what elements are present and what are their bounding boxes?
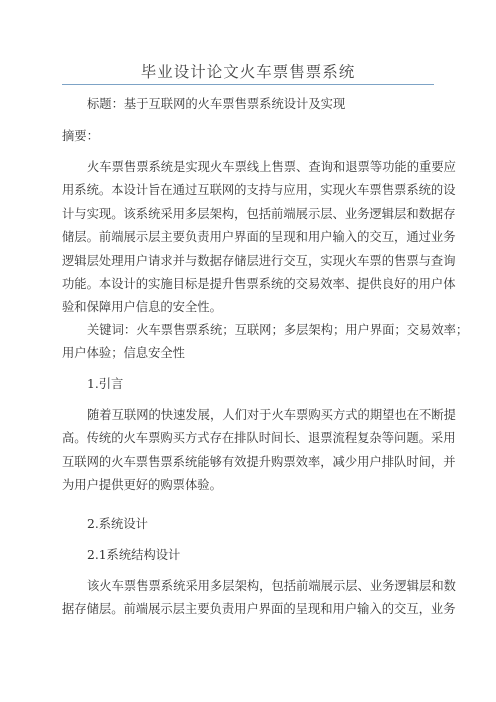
introduction-line: 为用户提供更好的购票体验。 [62, 478, 222, 493]
introduction-line: 高。传统的火车票购买方式存在排队时间长、退票流程复杂等问题。采用 [62, 431, 456, 446]
abstract-line: 用系统。本设计旨在通过互联网的支持与应用，实现火车票售票系统的设 [62, 183, 456, 198]
introduction-line: 随着互联网的快速发展，人们对于火车票购买方式的期望也在不断提 [87, 408, 456, 422]
keywords-paragraph [62, 319, 469, 366]
section-heading-system-design: 2.系统设计 [87, 517, 148, 531]
abstract-line: 功能。本设计的实施目标是提升售票系统的交易效率、提供良好的用户体 [62, 277, 456, 292]
introduction-line: 互联网的火车票售票系统能够有效提升购票效率，减少用户排队时间，并 [62, 454, 456, 469]
section-heading-system-structure: 2.1系统结构设计 [87, 548, 181, 562]
document-title: 毕业设计论文火车票售票系统 [140, 63, 356, 81]
abstract-line: 储层。前端展示层主要负责用户界面的呈现和用户输入的交互，通过业务 [62, 230, 456, 245]
subject-line: 标题：基于互联网的火车票售票系统设计及实现 [87, 97, 346, 111]
system-structure-paragraph [62, 575, 456, 622]
abstract-line: 逻辑层处理用户请求并与数据存储层进行交互，实现火车票的售票与查询 [62, 253, 456, 268]
title-underline [62, 84, 434, 85]
abstract-paragraph [62, 156, 456, 320]
keywords-line: 用户体验；信息安全性 [62, 346, 185, 361]
abstract-line: 计与实现。该系统采用多层架构，包括前端展示层、业务逻辑层和数据存 [62, 206, 456, 221]
section-heading-introduction: 1.引言 [87, 377, 124, 391]
keywords-line: 关键词：火车票售票系统；互联网；多层架构；用户界面；交易效率； [87, 323, 469, 337]
abstract-line: 验和保障用户信息的安全性。 [62, 300, 222, 315]
system-structure-line: 据存储层。前端展示层主要负责用户界面的呈现和用户输入的交互，业务 [62, 602, 456, 617]
introduction-paragraph [62, 404, 456, 498]
abstract-line: 火车票售票系统是实现火车票线上售票、查询和退票等功能的重要应 [87, 160, 456, 174]
abstract-label: 摘要： [62, 129, 99, 143]
system-structure-line: 该火车票售票系统采用多层架构，包括前端展示层、业务逻辑层和数 [87, 579, 456, 593]
